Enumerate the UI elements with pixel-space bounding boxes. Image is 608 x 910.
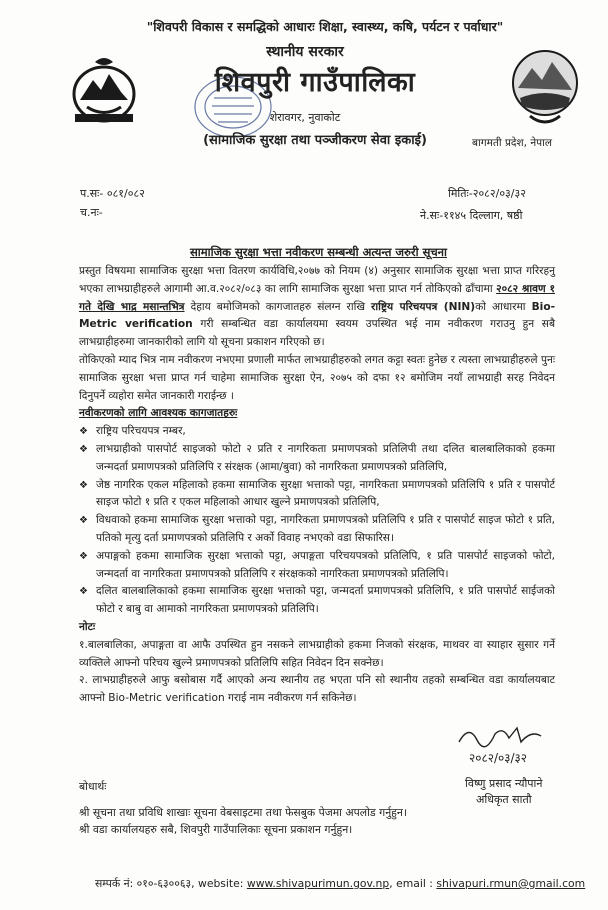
paragraph-1 — [79, 263, 555, 352]
documents-heading: नवीकरणको लागि आवश्यक कागजातहरुः — [79, 407, 238, 420]
cc-section — [79, 778, 479, 839]
paragraph-2: तोकिएको म्याद भित्र नाम नवीकरण नभएमा प्रणाली मार्फत लाभग्राहीहरुको लगत कट्टा स्वतः हुनेछ र त्यस्ता लाभग्राहीहरुले पुनः सामाजिक सुरक्षा भत्ता प्राप्त गर्न चाहेमा सामाजिक सुरक्षा ऐन, २०७५ को दफा १२ बमोजिम नयाँ लाभग्राही सरह निवेदन दिनुपर्ने व्यहोरा समेत जानकारी गराईन्छ । — [79, 353, 555, 402]
nepal-sambat-date: ने.सः-११४५ दिल्लाग, षष्ठी — [420, 209, 523, 222]
contact-label: सम्पर्क नं: — [95, 877, 134, 890]
municipality-logo-icon — [510, 48, 580, 128]
document-text: जेष्ठ नागरिक एकल महिलाको हकमा सामाजिक सुरक्षा भत्ताको पट्टा, नागरिकता प्रमाणपत्रको प्रतिलिपि १ प्रति र पासपोर्ट साइज फोटो १ प्रति र एकल महिलाको आधार खुल्ने प्रमाणपत्रको प्रतिलिपि, — [96, 478, 555, 509]
list-item — [79, 583, 555, 619]
para1-text-b: देहाय बमोजिमको कागजातहरु संलग्न राखि — [190, 300, 365, 313]
dispatch-number: च.नः- — [80, 206, 103, 219]
documents-list — [79, 423, 555, 619]
nepal-emblem-icon — [65, 52, 143, 127]
document-text: लाभग्राहीको पासपोर्ट साइजको फोटो २ प्रति र नागरिकता प्रमाणपत्रको प्रतिलिपी तथा दलित बालबालिकाको हकमा जन्मदर्ता प्रमाणपत्रको प्रतिलिपि र संरक्षक (आमा/बुवा) को नागरिकता प्रमाणपत्रको प्रतिलिपि, — [96, 442, 555, 473]
bullet-icon: ❖ — [79, 479, 88, 491]
cc-item-ward-offices: श्री वडा कार्यालयहरु सबै, शिवपुरी गाउँपालिकाः सूचना प्रकाशन गर्नुहुन। — [79, 823, 353, 836]
bullet-icon: ❖ — [79, 550, 88, 562]
note-heading: नोटः — [79, 620, 96, 633]
municipality-title: शिवपुरी गाउँपालिका — [214, 67, 416, 98]
office-address: शेरावगर, नुवाकोट — [269, 111, 341, 124]
email-link[interactable]: shivapuri.rmun@gmail.com — [436, 877, 586, 890]
notice-subject: सामाजिक सुरक्षा भत्ता नवीकरण सम्बन्धी अत्यन्त जरुरी सूचना — [190, 245, 448, 259]
list-item — [79, 423, 555, 441]
local-government-label: स्थानीय सरकार — [266, 44, 344, 60]
bullet-icon: ❖ — [79, 515, 88, 527]
list-item — [79, 512, 555, 548]
note-2: २. लाभग्राहीहरुले आफु बसोबास गर्दै आएको अन्य स्थानीय तह भएता पनि सो स्थानीय तहको सम्बन्धित वडा कार्यालयबाट आफ्नो Bio-Metric verification गराई नाम नवीकरण गर्न सकिनेछ। — [79, 674, 555, 705]
para1-text-a: प्रस्तुत विषयमा सामाजिक सुरक्षा भत्ता वितरण कार्यविधि,२०७७ को नियम (४) अनुसार सामाजिक सुरक्षा भत्ता प्राप्त गरिरहनु भएका लाभग्राहीहरुले आगामी आ.व.२०८२/०८३ का लागि सामाजिक सुरक्षा भत्ता प्राप्त गर्न तोकिएको ढाँचामा — [79, 265, 555, 295]
website-label: website: — [197, 877, 244, 890]
contact-footer: सम्पर्क नं: ०१०-६३००६३, website: www.shivapurimun.gov.np, email : shivapuri.rmun@gmail.com — [95, 877, 586, 890]
cc-item-it-section: श्री सूचना तथा प्रविधि शाखाः सूचना वेबसाइटमा तथा फेसबुक पेजमा अपलोड गर्नुहुन। — [79, 805, 408, 819]
document-text: अपाङ्गको हकमा सामाजिक सुरक्षा भत्ताको पट्टा, अपाङ्गता परिचयपत्रको प्रतिलिपि, १ प्रति पासपोर्ट साइजको फोटो, जन्मदर्ता वा नागरिकता प्रमाणपत्रको प्रतिलिपि र संरक्षकको नागरिकता प्रमाणपत्रको प्रतिलिपि। — [96, 549, 555, 580]
email-label: email : — [396, 877, 433, 890]
motto: "शिवपरी विकास र समद्धिको आधारः शिक्षा, स्वास्थ्य, कषि, पर्यटन र पर्वाधार" — [146, 19, 504, 34]
officer-name: विष्णु प्रसाद न्यौपाने — [465, 777, 543, 790]
unit-name: (सामाजिक सुरक्षा तथा पञ्जीकरण सेवा इकाई) — [203, 133, 427, 148]
document-text: दलित बालबालिकाको हकमा सामाजिक सुरक्षा भत्ताको पट्टा, जन्मदर्ता प्रमाणपत्रको प्रतिलिपि, १ प्रति पासपोर्ट साईजको फोटो र बाबु वा आमाको नागरिकता प्रमाणपत्रको प्रतिलिपि। — [96, 585, 555, 616]
deadline-highlight: २०८२ श्रावण १ गते देखि भाद्र मसान्तभित्र — [79, 282, 556, 313]
letter-date: मितिः-२०८२/०३/३२ — [448, 187, 526, 200]
svg-text:२०८२/०३/३२: २०८२/०३/३२ — [469, 751, 528, 765]
handwritten-signature — [455, 722, 555, 770]
bullet-icon: ❖ — [79, 426, 88, 438]
province-label: बागमती प्रदेश, नेपाल — [472, 137, 552, 149]
document-text: राष्ट्रिय परिचयपत्र नम्बर, — [96, 425, 186, 438]
list-item — [79, 477, 555, 513]
para1-text-c: को आधारमा — [475, 300, 526, 313]
officer-designation: अधिकृत सातौ — [475, 793, 532, 806]
list-item — [79, 548, 555, 584]
note-1: १.बालबालिका, अपाङ्गता वा आफै उपस्थित हुन नसकने लाभग्राहीको हकमा निजको संरक्षक, माथवर वा स्याहार सुसार गर्ने व्यक्तिले आफ्नो परिचय खुल्ने प्रमाणपत्रको प्रतिलिपि सहित निवेदन दिन सक्नेछ। — [79, 638, 555, 669]
nin-label: राष्ट्रिय परिचयपत्र (NIN) — [371, 300, 476, 313]
notice-body — [79, 263, 555, 708]
cc-heading: बोधार्थः — [79, 780, 107, 793]
document-text: विधवाको हकमा सामाजिक सुरक्षा भत्ताको पट्टा, नागरिकता प्रमाणपत्रको प्रतिलिपि १ प्रति र पासपोर्ट साइज फोटो १ प्रति, पतिको मृत्यु दर्ता प्रमाणपत्रको प्रतिलिपि र अर्को विवाह नभएको वडा सिफारिस। — [96, 514, 555, 544]
biometric-label: Bio-Metric verification — [79, 300, 555, 331]
bullet-icon: ❖ — [79, 443, 88, 455]
phone-number: ०१०-६३००६३ — [136, 877, 192, 890]
list-item — [79, 441, 555, 477]
bullet-icon: ❖ — [79, 586, 88, 598]
para1-text-d: गरी सम्बन्धित वडा कार्यालयमा स्वयम उपस्थित भई नाम नवीकरण गराउनु हुन सबै लाभग्राहीहरुमा जानकारीको लागि यो सूचना प्रकाशन गरिएको छ। — [79, 318, 555, 349]
website-link[interactable]: www.shivapurimun.gov.np — [246, 877, 390, 890]
letter-number: प.सः- ०८१/०८२ — [80, 187, 145, 200]
